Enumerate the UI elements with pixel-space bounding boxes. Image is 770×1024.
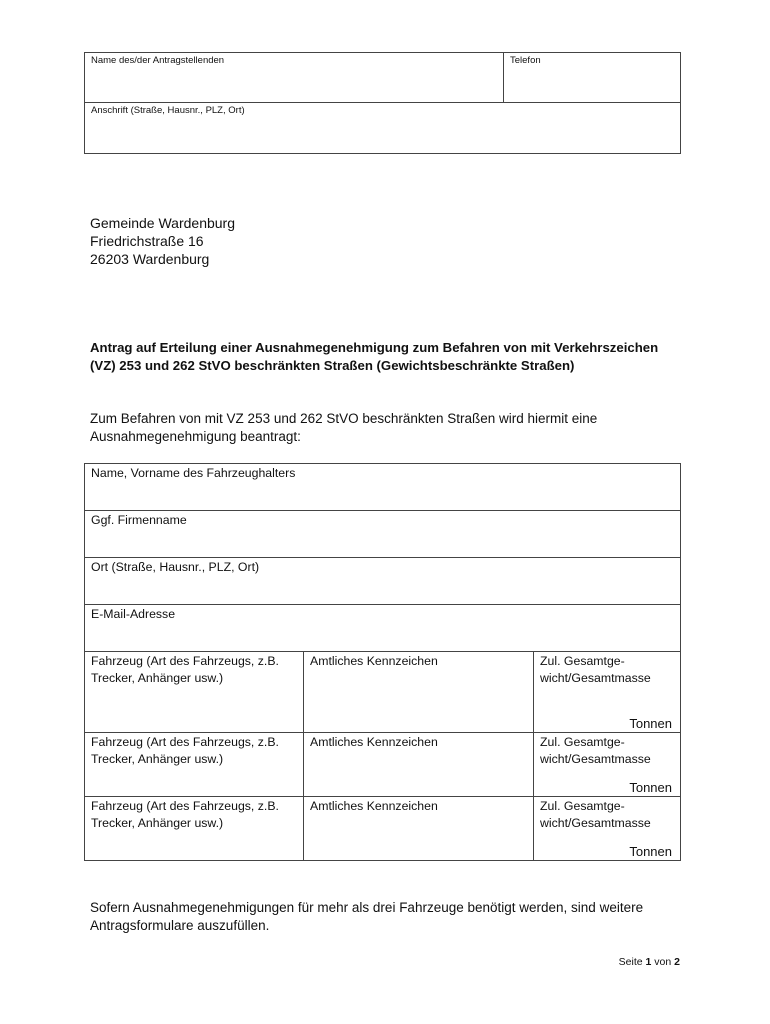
vehicle-plate-label: Amtliches Kennzeichen xyxy=(310,735,438,749)
email-field[interactable] xyxy=(85,605,681,652)
weight-unit: Tonnen xyxy=(629,844,672,859)
application-form-table xyxy=(84,463,681,861)
intro-line-2: Ausnahmegenehmigung beantragt: xyxy=(90,429,301,444)
page-number xyxy=(619,956,680,968)
applicant-name-label: Name des/der Antragstellenden xyxy=(91,55,225,66)
vehicle-plate-label: Amtliches Kennzeichen xyxy=(310,654,438,668)
vehicle-plate-field[interactable] xyxy=(304,652,534,733)
vehicle-type-label: Fahrzeug (Art des Fahrzeugs, z.B. xyxy=(91,735,279,749)
vehicle-row xyxy=(85,652,681,733)
weight-unit: Tonnen xyxy=(629,716,672,731)
recipient-line-1: Gemeinde Wardenburg xyxy=(90,215,236,231)
vehicle-type-field[interactable] xyxy=(85,733,304,797)
company-name-field[interactable] xyxy=(85,511,681,558)
applicant-box xyxy=(84,52,681,154)
footnote-line-1: Sofern Ausnahmegenehmigungen für mehr als drei Fahrzeuge benötigt werden, sind weitere xyxy=(90,900,644,915)
weight-unit: Tonnen xyxy=(629,780,672,795)
intro-text xyxy=(90,410,690,446)
vehicle-type-label: Fahrzeug (Art des Fahrzeugs, z.B. xyxy=(91,654,279,668)
vehicle-weight-label: wicht/Gesamtmasse xyxy=(540,752,651,766)
footnote-line-2: Antragsformulare auszufüllen. xyxy=(90,918,270,933)
vehicle-row xyxy=(85,797,681,861)
page-current: 1 xyxy=(645,956,652,968)
vehicle-type-label: Trecker, Anhänger usw.) xyxy=(91,752,224,766)
vehicle-type-field[interactable] xyxy=(85,797,304,861)
applicant-phone-field[interactable] xyxy=(504,53,681,103)
recipient-line-3: 26203 Wardenburg xyxy=(90,251,210,267)
company-name-label: Ggf. Firmenname xyxy=(91,513,187,527)
vehicle-weight-label: wicht/Gesamtmasse xyxy=(540,671,651,685)
vehicle-weight-label: wicht/Gesamtmasse xyxy=(540,816,651,830)
intro-line-1: Zum Befahren von mit VZ 253 und 262 StVO beschränkten Straßen wird hiermit eine xyxy=(90,411,598,426)
heading-line-1: Antrag auf Erteilung einer Ausnahmegenehmigung zum Befahren von mit Verkehrszeichen xyxy=(90,340,659,355)
email-label: E-Mail-Adresse xyxy=(91,607,176,621)
footnote-text xyxy=(90,899,690,935)
heading-line-2: (VZ) 253 und 262 StVO beschränkten Straßen (Gewichtsbeschränkte Straßen) xyxy=(90,358,575,373)
page-separator: von xyxy=(654,956,672,968)
vehicle-row xyxy=(85,733,681,797)
vehicle-type-field[interactable] xyxy=(85,652,304,733)
recipient-line-2: Friedrichstraße 16 xyxy=(90,233,204,249)
vehicle-weight-field[interactable] xyxy=(534,652,681,733)
vehicle-plate-label: Amtliches Kennzeichen xyxy=(310,799,438,813)
applicant-name-field[interactable] xyxy=(85,53,504,103)
vehicle-type-label: Fahrzeug (Art des Fahrzeugs, z.B. xyxy=(91,799,279,813)
owner-name-field[interactable] xyxy=(85,464,681,511)
vehicle-weight-label: Zul. Gesamtge- xyxy=(540,654,625,668)
vehicle-weight-field[interactable] xyxy=(534,797,681,861)
applicant-phone-label: Telefon xyxy=(510,55,541,66)
vehicle-weight-label: Zul. Gesamtge- xyxy=(540,799,625,813)
vehicle-plate-field[interactable] xyxy=(304,797,534,861)
owner-name-label: Name, Vorname des Fahrzeughalters xyxy=(91,466,296,480)
vehicle-weight-field[interactable] xyxy=(534,733,681,797)
vehicle-plate-field[interactable] xyxy=(304,733,534,797)
location-label: Ort (Straße, Hausnr., PLZ, Ort) xyxy=(91,560,260,574)
vehicle-type-label: Trecker, Anhänger usw.) xyxy=(91,671,224,685)
location-field[interactable] xyxy=(85,558,681,605)
vehicle-weight-label: Zul. Gesamtge- xyxy=(540,735,625,749)
applicant-address-field[interactable] xyxy=(85,103,681,154)
page-total: 2 xyxy=(674,956,680,968)
page-prefix: Seite xyxy=(618,956,643,968)
vehicle-type-label: Trecker, Anhänger usw.) xyxy=(91,816,224,830)
applicant-address-label: Anschrift (Straße, Hausnr., PLZ, Ort) xyxy=(91,105,245,116)
document-heading xyxy=(90,339,690,375)
